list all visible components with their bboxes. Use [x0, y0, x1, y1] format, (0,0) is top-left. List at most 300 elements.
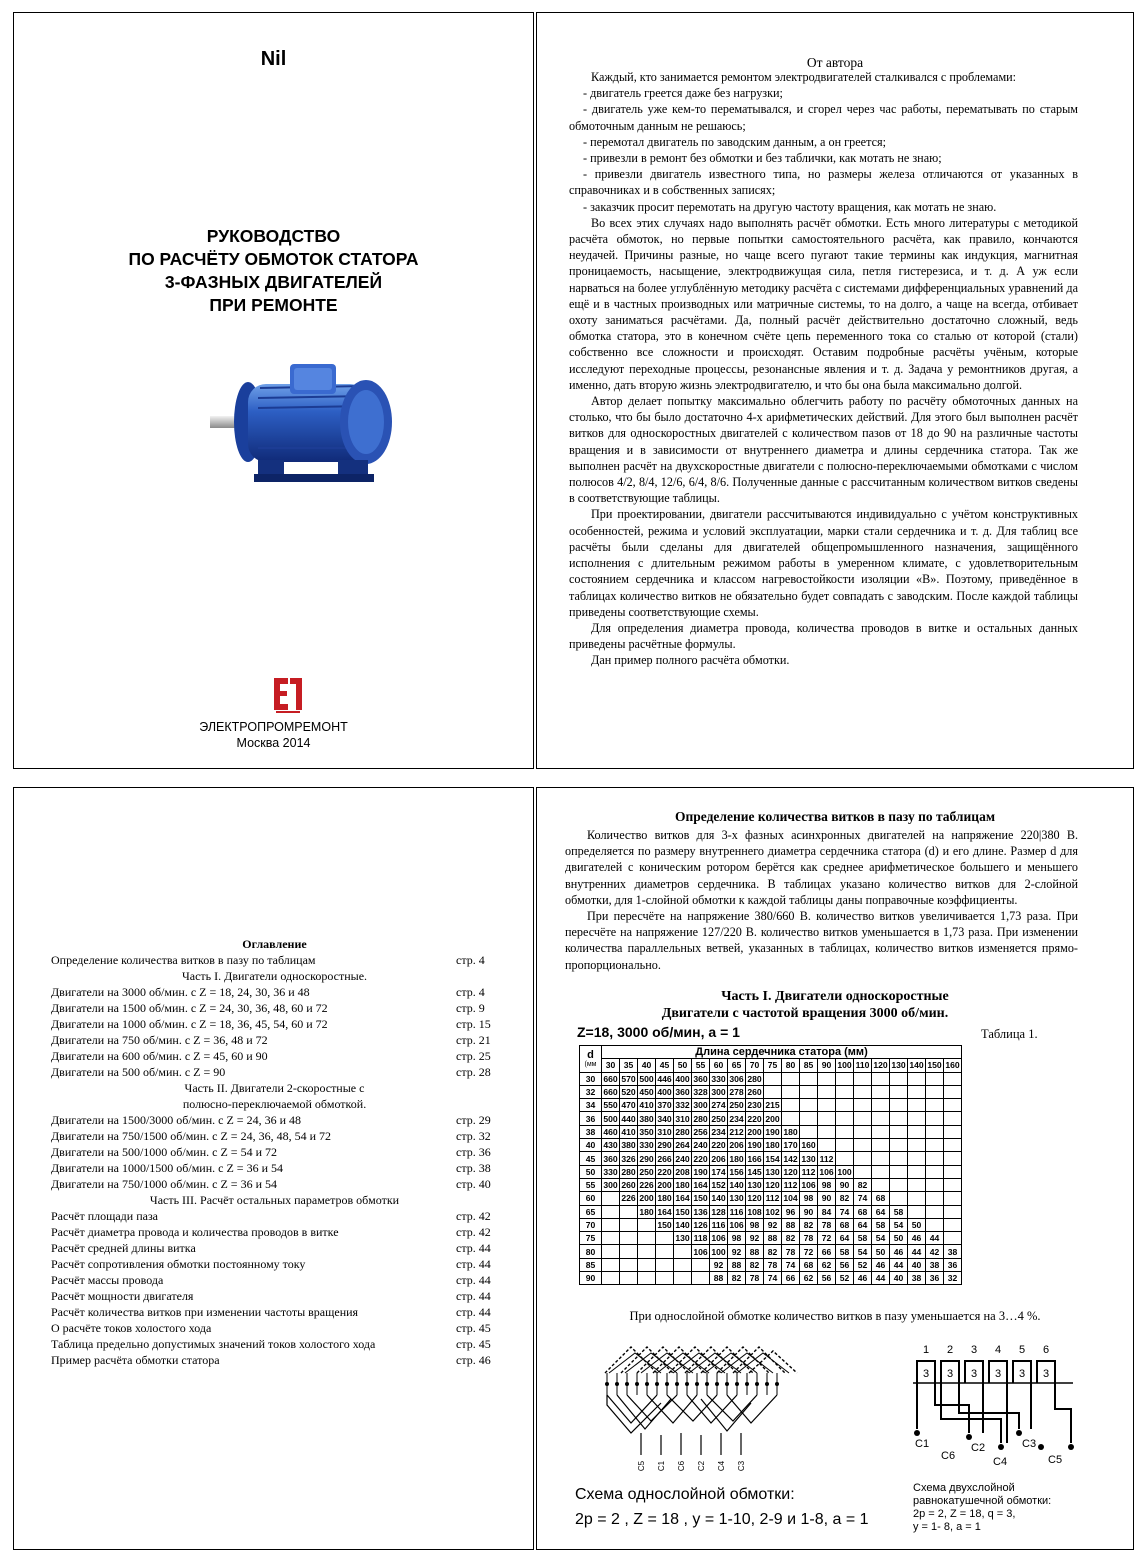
entry-title: Расчёт средней длины витка — [51, 1241, 196, 1255]
contents-entry — [51, 1160, 498, 1176]
preface-text — [569, 69, 1078, 669]
coil-turns: 3 — [1042, 1368, 1050, 1380]
turns-cell: 450 — [639, 1087, 654, 1098]
turns-table — [579, 1045, 962, 1285]
turns-cell: 78 — [782, 1245, 800, 1258]
turns-cell: 96 — [782, 1205, 800, 1218]
turns-cell — [872, 1139, 890, 1152]
turns-cell: 130 — [675, 1233, 690, 1244]
preface-paragraph: - привезли в ремонт без обмотки и без таблички, как мотать не знаю; — [583, 151, 942, 166]
turns-cell: 38 — [926, 1258, 944, 1271]
turns-cell: 160 — [801, 1140, 816, 1151]
entry-title: Двигатели на 750/1500 об/мин. с Z = 24, 36, 48, 54 и 72 — [51, 1129, 331, 1143]
turns-cell: 68 — [854, 1205, 872, 1218]
contents-heading: Оглавление — [242, 937, 307, 951]
turns-cell — [620, 1272, 638, 1285]
sub-heading: Двигатели с частотой вращения 3000 об/мин. — [661, 1006, 949, 1021]
turns-cell: 84 — [818, 1205, 836, 1218]
turns-cell: 200 — [639, 1193, 654, 1204]
table-row — [580, 1178, 962, 1191]
contents-entry — [51, 1128, 498, 1144]
turns-cell — [656, 1245, 674, 1258]
turns-cell: 154 — [765, 1153, 780, 1164]
entry-title: Двигатели на 1000/1500 об/мин. с Z = 36 и 54 — [51, 1161, 283, 1175]
turns-cell — [836, 1085, 854, 1098]
coil-number: 4 — [994, 1344, 1002, 1356]
turns-cell — [890, 1125, 908, 1138]
table-row — [580, 1072, 962, 1085]
turns-cell — [890, 1178, 908, 1191]
entry-page: стр. 36 — [456, 1145, 491, 1159]
turns-cell: 100 — [837, 1166, 852, 1177]
turns-cell — [764, 1072, 782, 1085]
turns-cell: 140 — [729, 1180, 744, 1191]
turns-cell: 88 — [782, 1218, 800, 1231]
turns-cell: 90 — [836, 1178, 854, 1191]
length-header: 40 — [638, 1059, 656, 1072]
preface-paragraph: - заказчик просит перемотать на другую частоту вращения, как мотать не знаю. — [583, 199, 997, 214]
turns-cell: 130 — [747, 1180, 762, 1191]
turns-cell — [944, 1152, 962, 1165]
coil-number: 2 — [946, 1344, 954, 1356]
table-row — [580, 1218, 962, 1231]
turns-cell: 326 — [621, 1153, 636, 1164]
contents-entry — [51, 1256, 498, 1272]
turns-cell — [818, 1072, 836, 1085]
length-header: 35 — [620, 1059, 638, 1072]
turns-cell: 32 — [944, 1272, 962, 1285]
turns-cell: 164 — [693, 1180, 708, 1191]
turns-cell: 460 — [603, 1126, 618, 1137]
turns-cell: 78 — [800, 1232, 818, 1245]
turns-cell: 410 — [639, 1100, 654, 1111]
turns-cell — [890, 1085, 908, 1098]
length-header: 160 — [945, 1060, 960, 1071]
turns-cell — [602, 1232, 620, 1245]
turns-cell: 116 — [728, 1205, 746, 1218]
turns-cell: 220 — [693, 1153, 708, 1164]
turns-cell — [800, 1072, 818, 1085]
turns-cell — [638, 1232, 656, 1245]
turns-cell: 220 — [747, 1113, 762, 1124]
length-header: 80 — [782, 1059, 800, 1072]
length-header: 120 — [873, 1060, 888, 1071]
double-layer-winding-diagram — [909, 1343, 1085, 1485]
table-header-span: Длина сердечника статора (мм) — [602, 1046, 962, 1059]
turns-cell: 370 — [657, 1100, 672, 1111]
contents-part: Часть III. Расчёт остальных параметров обмотки — [149, 1193, 400, 1207]
turns-cell: 280 — [621, 1166, 636, 1177]
turns-cell: 74 — [854, 1192, 872, 1205]
turns-cell: 102 — [765, 1206, 780, 1217]
coil-number: 3 — [970, 1344, 978, 1356]
entry-page: стр. 25 — [456, 1049, 491, 1063]
turns-cell: 150 — [657, 1220, 672, 1230]
turns-cell: 50 — [890, 1232, 908, 1245]
turns-cell: 152 — [711, 1180, 726, 1191]
length-header: 45 — [656, 1059, 674, 1072]
turns-cell — [674, 1245, 692, 1258]
length-header: 130 — [891, 1060, 906, 1071]
turns-cell: 310 — [657, 1126, 672, 1137]
turns-cell: 54 — [890, 1218, 908, 1231]
turns-cell: 98 — [800, 1192, 818, 1205]
diameter-cell: 70 — [580, 1218, 602, 1231]
turns-cell: 54 — [854, 1245, 872, 1258]
turns-cell — [872, 1125, 890, 1138]
section-paragraph: Количество витков для 3-х фазных асинхронных двигателей на напряжение 220|380 В. определяется по размеру внутреннего диаметра сердечника статора (d) и его длине. Размер d для двигателей с коническим ротором берётся как среднее арифметическое большего и меньшего внутренних диаметров сердечника. В таблицах указано количество витков для 2-слойной обмотки, для 1-слойной обмотки к каждой таблицы даны поправочные коэффициенты. — [565, 828, 1078, 907]
turns-cell: 106 — [693, 1246, 708, 1257]
entry-page: стр. 15 — [456, 1017, 491, 1031]
entry-page: стр. 28 — [456, 1065, 491, 1079]
turns-cell: 46 — [854, 1272, 872, 1285]
table-row — [580, 1232, 962, 1245]
turns-cell — [944, 1205, 962, 1218]
section-heading: Определение количества витков в пазу по таблицам — [674, 809, 996, 824]
turns-cell: 328 — [693, 1087, 708, 1098]
entry-page: стр. 44 — [456, 1289, 491, 1303]
cover-page — [13, 12, 534, 769]
turns-cell: 112 — [818, 1152, 836, 1165]
turns-cell: 38 — [944, 1245, 962, 1258]
turns-cell: 92 — [764, 1218, 782, 1231]
turns-cell: 470 — [621, 1100, 636, 1111]
turns-cell: 234 — [711, 1126, 726, 1137]
length-header: 150 — [927, 1060, 942, 1071]
entry-page: стр. 4 — [456, 985, 485, 999]
turns-cell — [854, 1085, 872, 1098]
turns-cell: 360 — [603, 1153, 618, 1164]
turns-cell: 180 — [675, 1180, 690, 1191]
turns-cell — [908, 1165, 926, 1178]
contents-entry — [51, 1272, 498, 1288]
contents-entry — [51, 1032, 498, 1048]
turns-cell: 64 — [854, 1218, 872, 1231]
turns-cell — [890, 1139, 908, 1152]
preface-heading: От автора — [806, 55, 864, 70]
diameter-cell: 36 — [580, 1112, 602, 1125]
turns-cell — [782, 1112, 800, 1125]
entry-title: Двигатели на 600 об/мин. с Z = 45, 60 и 90 — [51, 1049, 268, 1063]
turns-cell — [692, 1272, 710, 1285]
entry-title: Расчёт сопротивления обмотки постоянному току — [51, 1257, 306, 1271]
contents-entry — [51, 1304, 498, 1320]
turns-cell: 106 — [711, 1233, 726, 1244]
terminal-label: C4 — [717, 1460, 726, 1472]
turns-cell: 44 — [872, 1272, 890, 1285]
turns-cell: 234 — [729, 1113, 744, 1124]
turns-cell — [836, 1139, 854, 1152]
table-row — [580, 1125, 962, 1138]
terminal-label: C4 — [993, 1456, 1008, 1468]
turns-cell — [890, 1152, 908, 1165]
turns-cell: 150 — [693, 1193, 708, 1204]
turns-cell — [944, 1218, 962, 1231]
contents-entry — [51, 1016, 498, 1032]
caption-line: равнокатушечной обмотки: — [913, 1495, 1052, 1507]
turns-cell: 46 — [890, 1245, 908, 1258]
turns-cell — [854, 1165, 872, 1178]
turns-cell — [944, 1178, 962, 1191]
contents-entry — [51, 1000, 498, 1016]
turns-cell — [908, 1178, 926, 1191]
turns-cell: 106 — [729, 1220, 744, 1230]
turns-cell — [872, 1085, 890, 1098]
table-row — [580, 1192, 962, 1205]
city-year: Москва 2014 — [236, 736, 311, 750]
turns-cell — [620, 1232, 638, 1245]
turns-cell — [908, 1099, 926, 1112]
turns-cell: 82 — [764, 1245, 782, 1258]
section-text — [565, 827, 1078, 973]
turns-cell — [890, 1165, 908, 1178]
single-layer-caption — [575, 1482, 869, 1532]
preface-page — [536, 12, 1134, 769]
turns-cell: 380 — [621, 1140, 636, 1151]
table-row — [580, 1245, 962, 1258]
table-row — [580, 1085, 962, 1098]
turns-cell: 290 — [639, 1153, 654, 1164]
entry-title: Расчёт диаметра провода и количества проводов в витке — [51, 1225, 339, 1239]
single-layer-winding-diagram — [601, 1343, 801, 1478]
turns-cell: 44 — [926, 1232, 944, 1245]
turns-cell: 430 — [603, 1140, 618, 1151]
turns-cell — [872, 1165, 890, 1178]
turns-cell — [890, 1112, 908, 1125]
corner-d: d — [587, 1049, 594, 1062]
turns-cell — [926, 1192, 944, 1205]
entry-page: стр. 29 — [456, 1113, 491, 1127]
turns-cell — [602, 1245, 620, 1258]
turns-cell — [854, 1099, 872, 1112]
turns-cell: 78 — [746, 1272, 764, 1285]
turns-cell: 46 — [908, 1232, 926, 1245]
entry-page: стр. 40 — [456, 1177, 491, 1191]
turns-cell: 266 — [657, 1153, 672, 1164]
preface-paragraph: - перемотал двигатель по заводским данным, а он греется; — [583, 134, 886, 149]
turns-cell: 120 — [783, 1166, 798, 1177]
turns-cell: 230 — [747, 1100, 762, 1111]
turns-cell: 116 — [710, 1218, 728, 1231]
terminal-label: C3 — [737, 1460, 746, 1472]
turns-cell: 274 — [711, 1100, 726, 1111]
turns-cell: 300 — [711, 1087, 726, 1098]
turns-cell: 250 — [729, 1100, 744, 1111]
turns-cell — [908, 1205, 926, 1218]
entry-title: Таблица предельно допустимых значений токов холостого хода — [51, 1337, 376, 1351]
length-header: 140 — [909, 1060, 924, 1071]
table-corner — [580, 1046, 602, 1073]
turns-cell: 90 — [818, 1192, 836, 1205]
turns-cell: 220 — [657, 1166, 672, 1177]
length-header: 110 — [854, 1059, 872, 1072]
entry-page: стр. 44 — [456, 1305, 491, 1319]
entry-page: стр. 45 — [456, 1337, 491, 1351]
turns-cell: 660 — [603, 1073, 618, 1084]
turns-cell — [854, 1139, 872, 1152]
turns-cell: 90 — [800, 1205, 818, 1218]
turns-cell: 108 — [747, 1206, 762, 1217]
turns-cell — [908, 1152, 926, 1165]
diameter-cell: 75 — [580, 1232, 602, 1245]
entry-title: Двигатели на 750/1000 об/мин. с Z = 36 и 54 — [51, 1177, 277, 1191]
turns-cell: 180 — [657, 1193, 672, 1204]
terminal-label: C1 — [915, 1438, 930, 1450]
turns-cell — [854, 1072, 872, 1085]
entry-page: стр. 44 — [456, 1273, 491, 1287]
turns-cell — [944, 1232, 962, 1245]
caption-line: Схема двухслойной — [913, 1482, 1015, 1494]
turns-cell: 38 — [908, 1272, 926, 1285]
table-row — [580, 1165, 962, 1178]
turns-cell: 118 — [692, 1232, 710, 1245]
turns-cell: 260 — [747, 1087, 762, 1098]
preface-paragraph: - двигатель уже кем-то перематывался, и сгорел через час работы, перематывать по старым обмоточным данным не решаюсь; — [569, 102, 1078, 133]
turns-cell: 136 — [693, 1206, 708, 1217]
turns-cell — [638, 1272, 656, 1285]
entry-page: стр. 44 — [456, 1241, 491, 1255]
title-line: РУКОВОДСТВО — [206, 226, 341, 246]
turns-cell: 180 — [765, 1140, 780, 1151]
turns-cell: 410 — [621, 1126, 636, 1137]
length-header: 65 — [728, 1059, 746, 1072]
turns-cell — [926, 1085, 944, 1098]
turns-cell: 220 — [711, 1140, 726, 1151]
entry-title: Двигатели на 500 об/мин. с Z = 90 — [51, 1065, 226, 1079]
turns-cell — [872, 1112, 890, 1125]
length-header: 100 — [837, 1060, 852, 1071]
turns-cell: 200 — [657, 1180, 672, 1191]
tables-page — [536, 787, 1134, 1550]
turns-cell — [818, 1125, 836, 1138]
turns-cell: 88 — [710, 1272, 728, 1285]
turns-cell: 120 — [765, 1180, 780, 1191]
turns-cell: 52 — [836, 1272, 854, 1285]
turns-cell — [620, 1205, 638, 1218]
turns-cell — [818, 1099, 836, 1112]
turns-cell: 280 — [693, 1113, 708, 1124]
turns-cell — [854, 1125, 872, 1138]
table-row — [580, 1258, 962, 1271]
electric-motor-image — [198, 356, 404, 491]
turns-cell: 330 — [603, 1166, 618, 1177]
turns-cell: 150 — [675, 1206, 690, 1217]
turns-cell: 112 — [782, 1178, 800, 1191]
turns-cell: 82 — [800, 1218, 818, 1231]
diameter-cell: 65 — [580, 1205, 602, 1218]
turns-cell: 58 — [836, 1245, 854, 1258]
contents-entry — [51, 1240, 498, 1256]
preface-paragraph: Дан пример полного расчёта обмотки. — [591, 653, 790, 668]
turns-cell: 180 — [639, 1206, 654, 1217]
contents-entry — [51, 1112, 498, 1128]
turns-cell: 240 — [675, 1153, 690, 1164]
diameter-cell: 90 — [580, 1272, 602, 1285]
turns-cell: 40 — [908, 1258, 926, 1271]
contents-entry — [51, 1144, 498, 1160]
terminal-label: C5 — [1048, 1454, 1063, 1466]
turns-cell: 278 — [729, 1087, 744, 1098]
turns-cell: 56 — [818, 1272, 836, 1285]
turns-cell: 240 — [693, 1140, 708, 1151]
turns-cell: 180 — [729, 1153, 744, 1164]
turns-cell: 72 — [800, 1245, 818, 1258]
length-header: 75 — [764, 1059, 782, 1072]
entry-page: стр. 46 — [456, 1353, 491, 1367]
caption-line: Схема однослойной обмотки: — [575, 1486, 795, 1503]
turns-cell: 200 — [765, 1113, 780, 1124]
turns-cell: 62 — [800, 1272, 818, 1285]
length-header: 55 — [692, 1059, 710, 1072]
table-of-contents — [51, 936, 498, 1368]
turns-cell — [944, 1139, 962, 1152]
title-line: 3-ФАЗНЫХ ДВИГАТЕЛЕЙ — [164, 272, 383, 292]
turns-cell: 360 — [675, 1087, 690, 1098]
turns-cell: 174 — [711, 1166, 726, 1177]
turns-cell — [872, 1178, 890, 1191]
turns-cell — [872, 1099, 890, 1112]
table-row — [580, 1099, 962, 1112]
turns-cell: 78 — [818, 1218, 836, 1231]
entry-title: Двигатели на 1500/3000 об/мин. с Z = 24, 36 и 48 — [51, 1113, 301, 1127]
turns-cell — [620, 1245, 638, 1258]
contents-entry — [51, 1176, 498, 1192]
turns-cell: 660 — [603, 1087, 618, 1098]
turns-cell: 106 — [819, 1166, 834, 1177]
turns-cell — [854, 1112, 872, 1125]
turns-cell: 280 — [747, 1073, 762, 1084]
turns-cell: 82 — [782, 1232, 800, 1245]
turns-cell — [602, 1218, 620, 1231]
turns-cell — [818, 1139, 836, 1152]
contents-entry — [51, 1208, 498, 1224]
turns-cell: 226 — [639, 1180, 654, 1191]
turns-cell: 74 — [836, 1205, 854, 1218]
entry-page: стр. 42 — [456, 1209, 491, 1223]
length-header: 70 — [746, 1059, 764, 1072]
turns-cell: 446 — [657, 1073, 672, 1084]
turns-cell — [872, 1072, 890, 1085]
turns-cell: 212 — [729, 1126, 744, 1137]
turns-cell: 88 — [764, 1232, 782, 1245]
turns-cell: 58 — [872, 1218, 890, 1231]
turns-cell — [656, 1272, 674, 1285]
corner-mm: (мм — [584, 1061, 597, 1069]
turns-cell — [620, 1218, 638, 1231]
brand-mark: Nil — [260, 48, 287, 70]
turns-cell: 68 — [800, 1258, 818, 1271]
length-header: 85 — [800, 1059, 818, 1072]
turns-cell — [908, 1139, 926, 1152]
entry-title: Двигатели на 500/1000 об/мин. с Z = 54 и 72 — [51, 1145, 277, 1159]
turns-cell: 145 — [747, 1166, 762, 1177]
table-row — [580, 1152, 962, 1165]
entry-title: О расчёте токов холостого хода — [51, 1321, 212, 1335]
preface-paragraph: Во всех этих случаях надо выполнять расчёт обмотки. Есть много литературы с методикой расчёта обмоток, но первые попытки самостоятельного расчёта, как правило, кончаются неудачей. Причины разные, но чаще всего пугают такие термины как индукция, магнитная проницаемость, насыщение, электродвижущая сила, петля гистерезиса, и т. д. А уж если нарваться на более углублённую методику расчёта с системами дифференциальных уравнений да ещё и в частных производных или матричные системы, то на долго, а чаще на всегда, отбивает охоту заниматься расчётами. Да, полный расчёт действительно достаточно сложный, ведь обмотка статора, это в конечном счёте цепь переменного тока со сталью от которой (стали) собственно все сложности и происходят. Оставим подробные расчёты учёным, которые исследуют переходные процессы, резонансные явления и т. д. Задача у ремонтников другая, а именно, дать вторую жизнь электродвигателю, и что бы она была максимально долгой. — [569, 215, 1078, 392]
entry-title: Двигатели на 750 об/мин. с Z = 36, 48 и 72 — [51, 1033, 268, 1047]
coil-turns: 3 — [946, 1368, 954, 1380]
turns-cell: 68 — [872, 1192, 890, 1205]
turns-cell: 130 — [765, 1166, 780, 1177]
entry-page: стр. 32 — [456, 1129, 491, 1143]
turns-cell — [656, 1258, 674, 1271]
turns-cell — [944, 1165, 962, 1178]
turns-cell: 300 — [603, 1180, 618, 1191]
turns-cell: 72 — [818, 1232, 836, 1245]
contents-part: Часть II. Двигатели 2-скоростные с — [184, 1081, 365, 1095]
turns-cell: 66 — [818, 1245, 836, 1258]
preface-paragraph: - привезли двигатель известного типа, но размеры железа отличаются от указанных в справочниках и в собственных записях; — [569, 167, 1078, 198]
